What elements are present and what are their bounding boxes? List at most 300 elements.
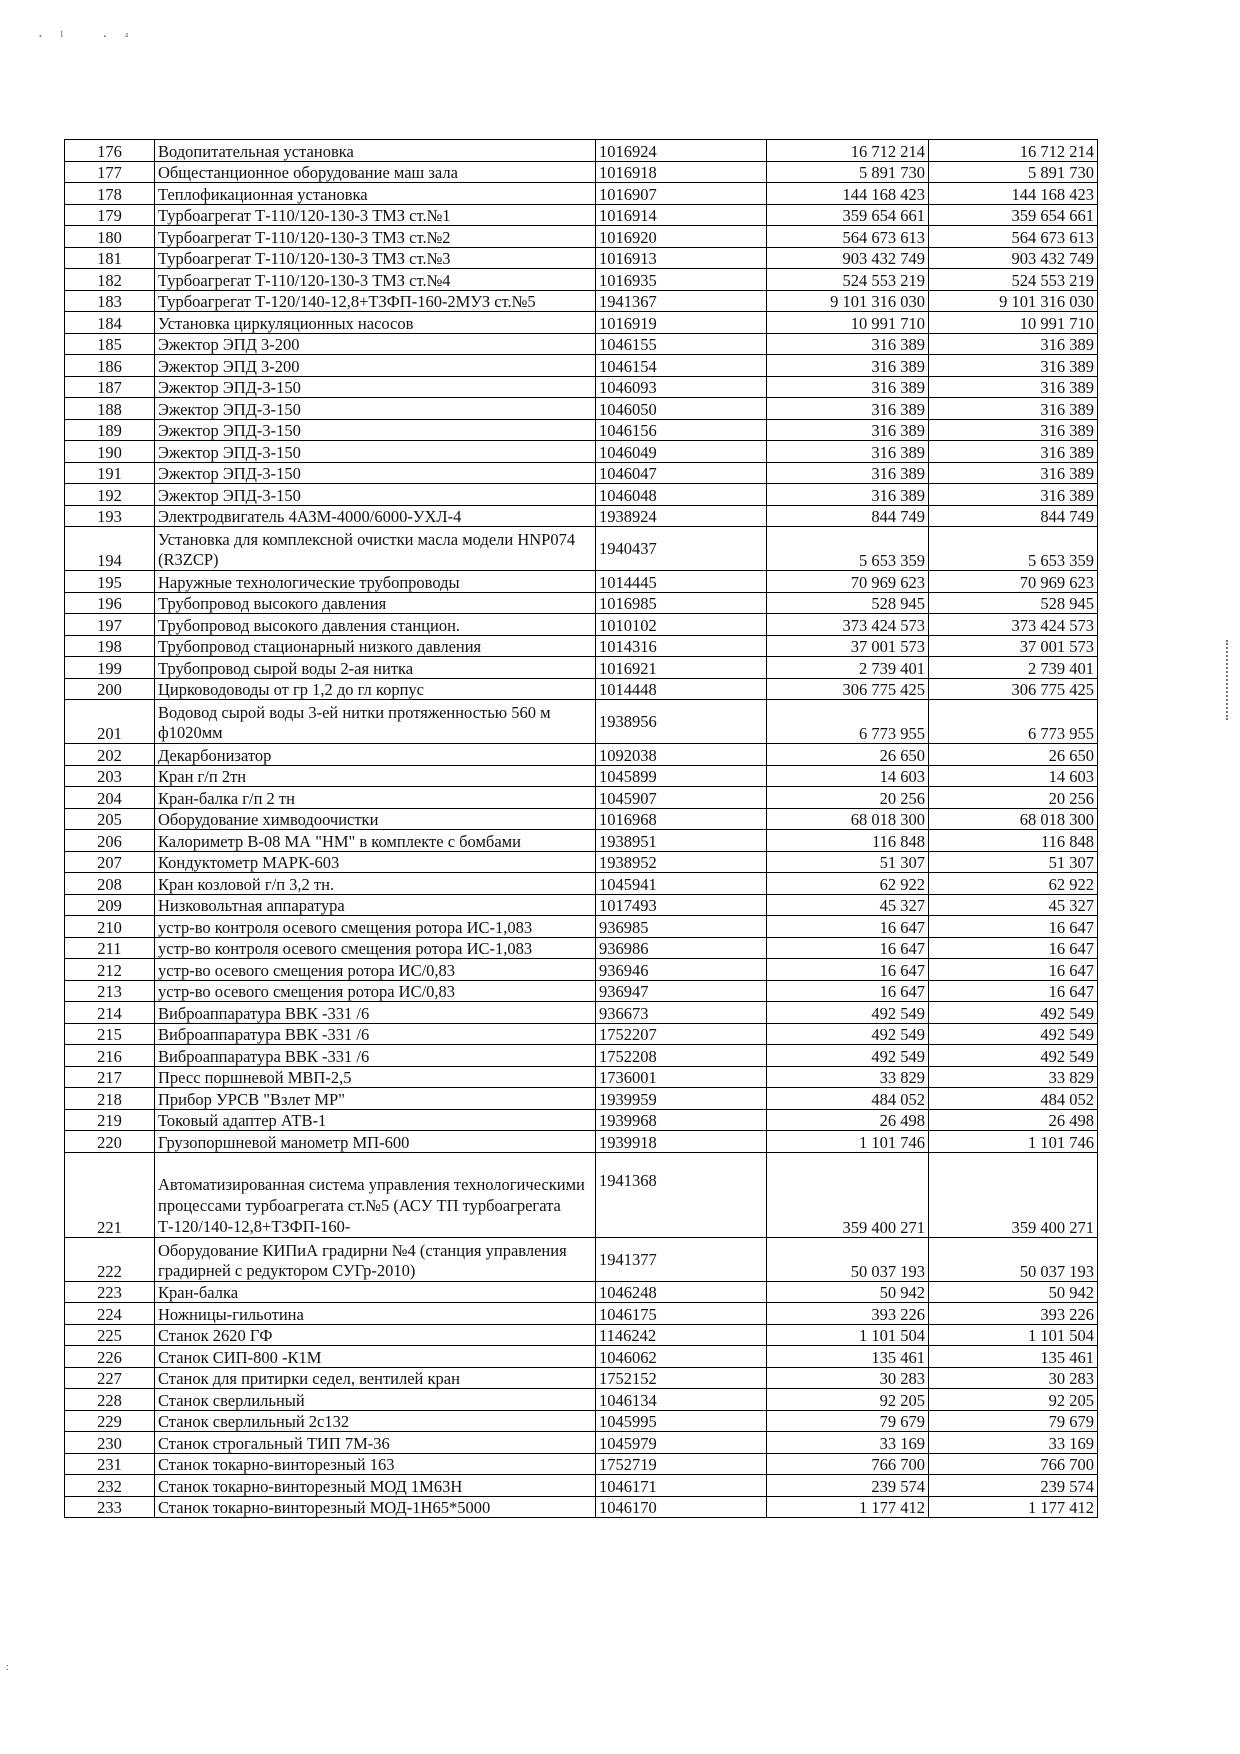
row-number-cell: 181 — [65, 247, 155, 269]
table-row — [65, 226, 1098, 248]
row-number-cell: 177 — [65, 161, 155, 183]
inventory-code-cell: 1016918 — [596, 161, 767, 183]
row-number-cell: 213 — [65, 980, 155, 1002]
inventory-code-cell: 1046134 — [596, 1389, 767, 1411]
row-number-cell: 185 — [65, 333, 155, 355]
item-name-cell: Установка циркуляционных насосов — [155, 312, 596, 334]
inventory-code-cell: 1045979 — [596, 1432, 767, 1454]
cost-value-cell: 6 773 955 — [767, 700, 929, 744]
item-name-cell: Декарбонизатор — [155, 744, 596, 766]
item-name-cell: Эжектор ЭПД-3-150 — [155, 376, 596, 398]
item-name-cell: Эжектор ЭПД-3-150 — [155, 462, 596, 484]
item-name-cell: Турбоагрегат Т-110/120-130-3 ТМЗ ст.№4 — [155, 269, 596, 291]
item-name-cell: Станок для притирки седел, вентилей кран — [155, 1367, 596, 1389]
inventory-code-cell: 1046175 — [596, 1303, 767, 1325]
row-number-cell: 200 — [65, 678, 155, 700]
row-number-cell: 180 — [65, 226, 155, 248]
table-row — [65, 765, 1098, 787]
table-row — [65, 1346, 1098, 1368]
row-number-cell: 221 — [65, 1152, 155, 1237]
inventory-code-cell: 1736001 — [596, 1066, 767, 1088]
row-number-cell: 176 — [65, 140, 155, 162]
inventory-code-cell: 1752719 — [596, 1453, 767, 1475]
table-row — [65, 744, 1098, 766]
item-name-cell: Водовод сырой воды 3-ей нитки протяженностью 560 м ф1020мм — [155, 700, 596, 744]
item-name-cell: Эжектор ЭПД-3-150 — [155, 484, 596, 506]
item-name-cell: Станок 2620 ГФ — [155, 1324, 596, 1346]
table-row — [65, 204, 1098, 226]
row-number-cell: 207 — [65, 851, 155, 873]
cost-value-cell: 16 647 — [767, 916, 929, 938]
residual-value-cell: 492 549 — [929, 1002, 1098, 1024]
item-name-cell: Станок токарно-винторезный 163 — [155, 1453, 596, 1475]
item-name-cell: Трубопровод высокого давления станцион. — [155, 614, 596, 636]
table-row — [65, 312, 1098, 334]
table-row — [65, 247, 1098, 269]
inventory-code-cell: 1014316 — [596, 635, 767, 657]
item-name-cell: Трубопровод высокого давления — [155, 592, 596, 614]
scan-corner-marks: ·ˡ ·ʴ — [38, 30, 147, 45]
residual-value-cell: 68 018 300 — [929, 808, 1098, 830]
table-row — [65, 419, 1098, 441]
cost-value-cell: 9 101 316 030 — [767, 290, 929, 312]
table-row — [65, 851, 1098, 873]
item-name-cell: Виброаппаратура ВВК -331 /6 — [155, 1045, 596, 1067]
cost-value-cell: 5 653 359 — [767, 527, 929, 571]
item-name-cell: Турбоагрегат Т-120/140-12,8+ТЗФП-160-2МУЗ ст.№5 — [155, 290, 596, 312]
residual-value-cell: 316 389 — [929, 398, 1098, 420]
inventory-code-cell: 1752152 — [596, 1367, 767, 1389]
item-name-cell: Электродвигатель 4АЗМ-4000/6000-УХЛ-4 — [155, 505, 596, 527]
cost-value-cell: 316 389 — [767, 484, 929, 506]
table-row — [65, 1410, 1098, 1432]
residual-value-cell: 359 400 271 — [929, 1152, 1098, 1237]
row-number-cell: 193 — [65, 505, 155, 527]
inventory-code-cell: 1046248 — [596, 1281, 767, 1303]
cost-value-cell: 564 673 613 — [767, 226, 929, 248]
item-name-cell: Эжектор ЭПД-3-150 — [155, 441, 596, 463]
cost-value-cell: 492 549 — [767, 1002, 929, 1024]
residual-value-cell: 37 001 573 — [929, 635, 1098, 657]
scan-edge-mark — [1226, 640, 1238, 720]
inventory-code-cell: 1016914 — [596, 204, 767, 226]
item-name-cell: устр-во контроля осевого смещения ротора ИС-1,083 — [155, 916, 596, 938]
item-name-cell: Трубопровод стационарный низкого давления — [155, 635, 596, 657]
item-name-cell: Виброаппаратура ВВК -331 /6 — [155, 1002, 596, 1024]
table-row — [65, 505, 1098, 527]
inventory-code-cell: 1938952 — [596, 851, 767, 873]
residual-value-cell: 30 283 — [929, 1367, 1098, 1389]
row-number-cell: 228 — [65, 1389, 155, 1411]
residual-value-cell: 16 647 — [929, 916, 1098, 938]
cost-value-cell: 68 018 300 — [767, 808, 929, 830]
table-row — [65, 462, 1098, 484]
residual-value-cell: 33 169 — [929, 1432, 1098, 1454]
table-row — [65, 808, 1098, 830]
item-name-cell: Общестанционное оборудование маш зала — [155, 161, 596, 183]
table-row — [65, 398, 1098, 420]
table-row — [65, 441, 1098, 463]
table-row — [65, 571, 1098, 593]
residual-value-cell: 135 461 — [929, 1346, 1098, 1368]
table-row — [65, 830, 1098, 852]
residual-value-cell: 373 424 573 — [929, 614, 1098, 636]
cost-value-cell: 2 739 401 — [767, 657, 929, 679]
inventory-code-cell: 1046171 — [596, 1475, 767, 1497]
item-name-cell: Установка для комплексной очистки масла модели HNP074 (R3ZCP) — [155, 527, 596, 571]
row-number-cell: 204 — [65, 787, 155, 809]
cost-value-cell: 79 679 — [767, 1410, 929, 1432]
residual-value-cell: 116 848 — [929, 830, 1098, 852]
table-row — [65, 376, 1098, 398]
item-name-cell: Трубопровод сырой воды 2-ая нитка — [155, 657, 596, 679]
residual-value-cell: 528 945 — [929, 592, 1098, 614]
cost-value-cell: 92 205 — [767, 1389, 929, 1411]
residual-value-cell: 50 037 193 — [929, 1237, 1098, 1281]
row-number-cell: 222 — [65, 1237, 155, 1281]
row-number-cell: 226 — [65, 1346, 155, 1368]
residual-value-cell: 393 226 — [929, 1303, 1098, 1325]
row-number-cell: 182 — [65, 269, 155, 291]
item-name-cell: устр-во осевого смещения ротора ИС/0,83 — [155, 959, 596, 981]
inventory-code-cell: 1016935 — [596, 269, 767, 291]
inventory-code-cell: 1014448 — [596, 678, 767, 700]
cost-value-cell: 37 001 573 — [767, 635, 929, 657]
row-number-cell: 179 — [65, 204, 155, 226]
cost-value-cell: 492 549 — [767, 1045, 929, 1067]
inventory-code-cell: 1016913 — [596, 247, 767, 269]
table-row — [65, 484, 1098, 506]
cost-value-cell: 62 922 — [767, 873, 929, 895]
inventory-code-cell: 1046062 — [596, 1346, 767, 1368]
residual-value-cell: 26 650 — [929, 744, 1098, 766]
cost-value-cell: 316 389 — [767, 355, 929, 377]
residual-value-cell: 92 205 — [929, 1389, 1098, 1411]
cost-value-cell: 766 700 — [767, 1453, 929, 1475]
inventory-code-cell: 1016907 — [596, 183, 767, 205]
residual-value-cell: 484 052 — [929, 1088, 1098, 1110]
inventory-code-cell: 1046156 — [596, 419, 767, 441]
cost-value-cell: 528 945 — [767, 592, 929, 614]
item-name-cell: Турбоагрегат Т-110/120-130-3 ТМЗ ст.№3 — [155, 247, 596, 269]
cost-value-cell: 1 101 504 — [767, 1324, 929, 1346]
residual-value-cell: 316 389 — [929, 462, 1098, 484]
residual-value-cell: 316 389 — [929, 484, 1098, 506]
inventory-code-cell: 1941368 — [596, 1152, 767, 1237]
row-number-cell: 201 — [65, 700, 155, 744]
residual-value-cell: 492 549 — [929, 1045, 1098, 1067]
item-name-cell: Кран-балка г/п 2 тн — [155, 787, 596, 809]
inventory-code-cell: 1046093 — [596, 376, 767, 398]
row-number-cell: 184 — [65, 312, 155, 334]
inventory-code-cell: 1941367 — [596, 290, 767, 312]
row-number-cell: 233 — [65, 1496, 155, 1518]
inventory-code-cell: 1939968 — [596, 1109, 767, 1131]
inventory-code-cell: 1046050 — [596, 398, 767, 420]
inventory-code-cell: 1938956 — [596, 700, 767, 744]
item-name-cell: Оборудование КИПиА градирни №4 (станция управления градирней с редуктором СУГр-2010) — [155, 1237, 596, 1281]
residual-value-cell: 1 101 746 — [929, 1131, 1098, 1153]
inventory-code-cell: 1014445 — [596, 571, 767, 593]
cost-value-cell: 70 969 623 — [767, 571, 929, 593]
table-row — [65, 355, 1098, 377]
inventory-code-cell: 1016919 — [596, 312, 767, 334]
inventory-code-cell: 936673 — [596, 1002, 767, 1024]
item-name-cell: Станок сверлильный 2с132 — [155, 1410, 596, 1432]
cost-value-cell: 30 283 — [767, 1367, 929, 1389]
cost-value-cell: 51 307 — [767, 851, 929, 873]
row-number-cell: 209 — [65, 894, 155, 916]
residual-value-cell: 1 177 412 — [929, 1496, 1098, 1518]
inventory-code-cell: 936946 — [596, 959, 767, 981]
cost-value-cell: 359 400 271 — [767, 1152, 929, 1237]
row-number-cell: 215 — [65, 1023, 155, 1045]
row-number-cell: 186 — [65, 355, 155, 377]
item-name-cell: Токовый адаптер АТВ-1 — [155, 1109, 596, 1131]
cost-value-cell: 239 574 — [767, 1475, 929, 1497]
residual-value-cell: 144 168 423 — [929, 183, 1098, 205]
row-number-cell: 183 — [65, 290, 155, 312]
residual-value-cell: 14 603 — [929, 765, 1098, 787]
residual-value-cell: 5 653 359 — [929, 527, 1098, 571]
scan-margin-mark: : — [6, 1662, 9, 1673]
inventory-table-body — [65, 140, 1098, 1518]
inventory-code-cell: 1752207 — [596, 1023, 767, 1045]
residual-value-cell: 903 432 749 — [929, 247, 1098, 269]
inventory-code-cell: 1016985 — [596, 592, 767, 614]
inventory-code-cell: 936985 — [596, 916, 767, 938]
cost-value-cell: 524 553 219 — [767, 269, 929, 291]
item-name-cell: Станок сверлильный — [155, 1389, 596, 1411]
cost-value-cell: 492 549 — [767, 1023, 929, 1045]
item-name-cell: Грузопоршневой манометр МП-600 — [155, 1131, 596, 1153]
residual-value-cell: 16 647 — [929, 937, 1098, 959]
cost-value-cell: 484 052 — [767, 1088, 929, 1110]
table-row — [65, 916, 1098, 938]
row-number-cell: 202 — [65, 744, 155, 766]
inventory-code-cell: 1939959 — [596, 1088, 767, 1110]
row-number-cell: 203 — [65, 765, 155, 787]
item-name-cell: Станок строгальный ТИП 7М-36 — [155, 1432, 596, 1454]
residual-value-cell: 766 700 — [929, 1453, 1098, 1475]
row-number-cell: 205 — [65, 808, 155, 830]
table-row — [65, 980, 1098, 1002]
cost-value-cell: 316 389 — [767, 462, 929, 484]
item-name-cell: Эжектор ЭПД-3-150 — [155, 419, 596, 441]
row-number-cell: 190 — [65, 441, 155, 463]
cost-value-cell: 306 775 425 — [767, 678, 929, 700]
table-row — [65, 1237, 1098, 1281]
table-row — [65, 1066, 1098, 1088]
cost-value-cell: 26 498 — [767, 1109, 929, 1131]
row-number-cell: 227 — [65, 1367, 155, 1389]
row-number-cell: 212 — [65, 959, 155, 981]
cost-value-cell: 16 647 — [767, 980, 929, 1002]
table-row — [65, 269, 1098, 291]
inventory-table — [64, 139, 1098, 1518]
row-number-cell: 206 — [65, 830, 155, 852]
cost-value-cell: 14 603 — [767, 765, 929, 787]
item-name-cell: Кондуктометр МАРК-603 — [155, 851, 596, 873]
table-row — [65, 1002, 1098, 1024]
cost-value-cell: 135 461 — [767, 1346, 929, 1368]
row-number-cell: 189 — [65, 419, 155, 441]
item-name-cell: Автоматизированная система управления технологическими процессами турбоагрегата ст.№5 (АСУ ТП турбоагрегата Т-120/140-12,8+ТЗФП-160- — [155, 1152, 596, 1237]
item-name-cell: Виброаппаратура ВВК -331 /6 — [155, 1023, 596, 1045]
residual-value-cell: 2 739 401 — [929, 657, 1098, 679]
cost-value-cell: 33 829 — [767, 1066, 929, 1088]
residual-value-cell: 10 991 710 — [929, 312, 1098, 334]
residual-value-cell: 5 891 730 — [929, 161, 1098, 183]
residual-value-cell: 524 553 219 — [929, 269, 1098, 291]
residual-value-cell: 6 773 955 — [929, 700, 1098, 744]
inventory-code-cell: 1046155 — [596, 333, 767, 355]
row-number-cell: 211 — [65, 937, 155, 959]
table-row — [65, 657, 1098, 679]
cost-value-cell: 10 991 710 — [767, 312, 929, 334]
residual-value-cell: 844 749 — [929, 505, 1098, 527]
cost-value-cell: 316 389 — [767, 398, 929, 420]
row-number-cell: 224 — [65, 1303, 155, 1325]
table-row — [65, 894, 1098, 916]
table-row — [65, 700, 1098, 744]
row-number-cell: 187 — [65, 376, 155, 398]
table-row — [65, 1088, 1098, 1110]
cost-value-cell: 903 432 749 — [767, 247, 929, 269]
row-number-cell: 231 — [65, 1453, 155, 1475]
row-number-cell: 218 — [65, 1088, 155, 1110]
inventory-code-cell: 1017493 — [596, 894, 767, 916]
residual-value-cell: 316 389 — [929, 419, 1098, 441]
table-row — [65, 937, 1098, 959]
residual-value-cell: 16 647 — [929, 980, 1098, 1002]
inventory-code-cell: 1938951 — [596, 830, 767, 852]
item-name-cell: Эжектор ЭПД-3-150 — [155, 398, 596, 420]
item-name-cell: Турбоагрегат Т-110/120-130-3 ТМЗ ст.№2 — [155, 226, 596, 248]
cost-value-cell: 50 942 — [767, 1281, 929, 1303]
item-name-cell: Пресс поршневой МВП-2,5 — [155, 1066, 596, 1088]
residual-value-cell: 316 389 — [929, 376, 1098, 398]
row-number-cell: 219 — [65, 1109, 155, 1131]
residual-value-cell: 316 389 — [929, 441, 1098, 463]
residual-value-cell: 239 574 — [929, 1475, 1098, 1497]
table-row — [65, 1152, 1098, 1237]
row-number-cell: 178 — [65, 183, 155, 205]
table-row — [65, 1453, 1098, 1475]
row-number-cell: 208 — [65, 873, 155, 895]
table-row — [65, 1023, 1098, 1045]
item-name-cell: Кран-балка — [155, 1281, 596, 1303]
table-row — [65, 161, 1098, 183]
inventory-code-cell: 1092038 — [596, 744, 767, 766]
item-name-cell: Кран козловой г/п 3,2 тн. — [155, 873, 596, 895]
inventory-code-cell: 1046170 — [596, 1496, 767, 1518]
residual-value-cell: 70 969 623 — [929, 571, 1098, 593]
residual-value-cell: 359 654 661 — [929, 204, 1098, 226]
row-number-cell: 196 — [65, 592, 155, 614]
row-number-cell: 232 — [65, 1475, 155, 1497]
item-name-cell: Цирководоводы от гр 1,2 до гл корпус — [155, 678, 596, 700]
inventory-code-cell: 1016968 — [596, 808, 767, 830]
residual-value-cell: 50 942 — [929, 1281, 1098, 1303]
table-row — [65, 1131, 1098, 1153]
cost-value-cell: 1 101 746 — [767, 1131, 929, 1153]
residual-value-cell: 16 712 214 — [929, 140, 1098, 162]
row-number-cell: 191 — [65, 462, 155, 484]
inventory-code-cell: 1045899 — [596, 765, 767, 787]
inventory-code-cell: 1939918 — [596, 1131, 767, 1153]
row-number-cell: 230 — [65, 1432, 155, 1454]
item-name-cell: устр-во контроля осевого смещения ротора ИС-1,083 — [155, 937, 596, 959]
inventory-code-cell: 1941377 — [596, 1237, 767, 1281]
table-row — [65, 527, 1098, 571]
item-name-cell: Эжектор ЭПД 3-200 — [155, 355, 596, 377]
cost-value-cell: 45 327 — [767, 894, 929, 916]
inventory-code-cell: 1016920 — [596, 226, 767, 248]
item-name-cell: Калориметр В-08 МА "НМ" в комплекте с бомбами — [155, 830, 596, 852]
cost-value-cell: 5 891 730 — [767, 161, 929, 183]
inventory-code-cell: 1045941 — [596, 873, 767, 895]
residual-value-cell: 16 647 — [929, 959, 1098, 981]
residual-value-cell: 51 307 — [929, 851, 1098, 873]
residual-value-cell: 79 679 — [929, 1410, 1098, 1432]
residual-value-cell: 9 101 316 030 — [929, 290, 1098, 312]
inventory-code-cell: 936986 — [596, 937, 767, 959]
table-row — [65, 183, 1098, 205]
item-name-cell: Турбоагрегат Т-110/120-130-3 ТМЗ ст.№1 — [155, 204, 596, 226]
cost-value-cell: 16 647 — [767, 937, 929, 959]
row-number-cell: 197 — [65, 614, 155, 636]
inventory-code-cell: 1046048 — [596, 484, 767, 506]
item-name-cell: Прибор УРСВ "Взлет МР" — [155, 1088, 596, 1110]
cost-value-cell: 316 389 — [767, 419, 929, 441]
inventory-code-cell: 1146242 — [596, 1324, 767, 1346]
table-row — [65, 1303, 1098, 1325]
inventory-code-cell: 1940437 — [596, 527, 767, 571]
item-name-cell: Эжектор ЭПД 3-200 — [155, 333, 596, 355]
item-name-cell: Наружные технологические трубопроводы — [155, 571, 596, 593]
table-row — [65, 140, 1098, 162]
inventory-code-cell: 1045907 — [596, 787, 767, 809]
residual-value-cell: 62 922 — [929, 873, 1098, 895]
cost-value-cell: 1 177 412 — [767, 1496, 929, 1518]
table-row — [65, 1475, 1098, 1497]
table-row — [65, 592, 1098, 614]
table-row — [65, 635, 1098, 657]
cost-value-cell: 144 168 423 — [767, 183, 929, 205]
inventory-code-cell: 1046154 — [596, 355, 767, 377]
residual-value-cell: 564 673 613 — [929, 226, 1098, 248]
residual-value-cell: 316 389 — [929, 333, 1098, 355]
residual-value-cell: 306 775 425 — [929, 678, 1098, 700]
cost-value-cell: 26 650 — [767, 744, 929, 766]
item-name-cell: устр-во осевого смещения ротора ИС/0,83 — [155, 980, 596, 1002]
cost-value-cell: 316 389 — [767, 441, 929, 463]
item-name-cell: Водопитательная установка — [155, 140, 596, 162]
table-row — [65, 1045, 1098, 1067]
table-row — [65, 290, 1098, 312]
residual-value-cell: 20 256 — [929, 787, 1098, 809]
table-row — [65, 1281, 1098, 1303]
item-name-cell: Станок СИП-800 -К1М — [155, 1346, 596, 1368]
table-row — [65, 678, 1098, 700]
residual-value-cell: 33 829 — [929, 1066, 1098, 1088]
cost-value-cell: 16 712 214 — [767, 140, 929, 162]
item-name-cell: Оборудование химводоочистки — [155, 808, 596, 830]
inventory-code-cell: 936947 — [596, 980, 767, 1002]
cost-value-cell: 316 389 — [767, 333, 929, 355]
inventory-code-cell: 1016921 — [596, 657, 767, 679]
